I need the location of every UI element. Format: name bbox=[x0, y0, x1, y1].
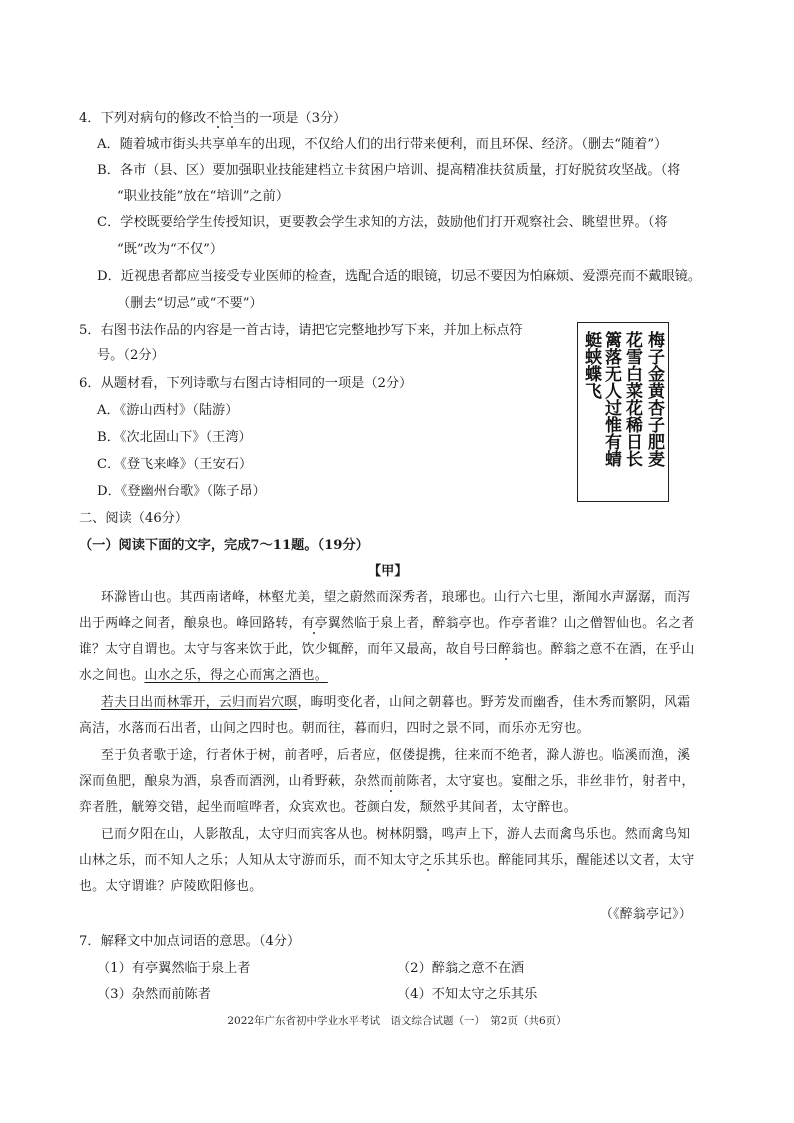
emphasis-dot bbox=[313, 632, 315, 634]
passage-p3-line1: 至于负者歌于途，行者休于树，前者呼，后者应，伛偻提携，往来而不绝者，滁人游也。临溪而渔，溪 bbox=[101, 748, 691, 763]
calligraphy-column-3: 篱落无人过惟有蜻 bbox=[601, 331, 621, 467]
emphasis-dot bbox=[390, 790, 392, 792]
emphasis-dot bbox=[231, 126, 233, 128]
passage-p1-line1: 环滁皆山也。其西南诸峰，林壑尤美，望之蔚然而深秀者，琅琊也。山行六七里，渐闻水声潺潺，而泻 bbox=[101, 590, 691, 605]
passage-p1-line2: 出于两峰之间者，酿泉也。峰回路转，有亭翼然临于泉上者，醉翁亭也。作亭者谁？山之僧智仙也。名之者 bbox=[79, 616, 695, 631]
passage-p2-line1 bbox=[101, 694, 690, 712]
q4-option-a: A．随着城市街头共享单车的出现，不仅给人们的出行带来便利，而且环保、经济。（删去“随着”） bbox=[97, 137, 668, 152]
passage-p2-line2: 高洁，水落而石出者，山间之四时也。朝而往，暮而归，四时之景不同，而乐亦无穷也。 bbox=[79, 721, 590, 736]
section2-part1-heading: （一）阅读下面的文字，完成7～11题。（19分） bbox=[79, 538, 369, 553]
q6-option-a: A．《游山西村》（陆游） bbox=[97, 403, 239, 418]
q7-item-4: （4）不知太守之乐其乐 bbox=[397, 987, 538, 1002]
underlined-sentence-1: 山水之乐，得之心而寓之酒也。 bbox=[144, 668, 328, 683]
q6-option-d: D．《登幽州台歌》（陈子昂） bbox=[97, 484, 266, 499]
calligraphy-column-1: 梅子金黄杏子肥麦 bbox=[644, 331, 664, 467]
q7-item-3: （3）杂然而前陈者 bbox=[97, 987, 211, 1002]
q4-option-d-line1: D．近视患者都应当接受专业医师的检查，选配合适的眼镜，切忌不要因为怕麻烦、爱漂亮而不戴眼镜。 bbox=[97, 269, 702, 284]
passage-p1-line4-start: 水之间也。 bbox=[79, 668, 145, 683]
emphasis-dot bbox=[427, 869, 429, 871]
calligraphy-box bbox=[577, 322, 669, 502]
q7-stem: 7．解释文中加点词语的意思。（4分） bbox=[79, 934, 301, 949]
passage-p1-line4 bbox=[79, 667, 328, 685]
calligraphy-column-2: 花雪白菜花稀日长 bbox=[622, 331, 642, 467]
q5-line1: 5．右图书法作品的内容是一首古诗，请把它完整地抄写下来，并加上标点符 bbox=[79, 323, 523, 338]
passage-p4-line1: 已而夕阳在山，人影散乱，太守归而宾客从也。树林阴翳，鸣声上下，游人去而禽鸟乐也。然而禽鸟知 bbox=[101, 827, 691, 842]
q7-item-1: （1）有亭翼然临于泉上者 bbox=[97, 961, 251, 976]
q4-stem: 4．下列对病句的修改不恰当的一项是（3分） bbox=[79, 111, 347, 126]
section2-title: 二、阅读（46分） bbox=[79, 511, 189, 526]
passage-p3-line3: 弈者胜，觥筹交错，起坐而喧哗者，众宾欢也。苍颜白发，颓然乎其间者，太守醉也。 bbox=[79, 800, 577, 815]
calligraphy-column-4: 蜓蛱蝶飞 bbox=[581, 331, 601, 399]
q4-option-b-line1: B．各市（县、区）要加强职业技能建档立卡贫困户培训、提高精准扶贫质量，打好脱贫攻坚战。（将 bbox=[97, 163, 681, 178]
page-footer: 2022年广东省初中学业水平考试 语文综合试题（一） 第2页（共6页） bbox=[227, 1015, 567, 1027]
emphasis-dot bbox=[217, 126, 219, 128]
passage-source: （《醉翁亭记》） bbox=[600, 907, 692, 922]
q4-option-b-line2: “职业技能”放在“培训”之前） bbox=[117, 189, 290, 204]
q4-option-d-line2: （删去“切忌”或“不要”） bbox=[117, 296, 263, 311]
q4-option-c-line2: “既”改为“不仅”） bbox=[117, 242, 224, 257]
q6-option-b: B．《次北固山下》（王湾） bbox=[97, 430, 252, 445]
passage-p4-line2: 山林之乐，而不知人之乐；人知从太守游而乐，而不知太守之乐其乐也。醉能同其乐，醒能述以文者，太守 bbox=[79, 853, 695, 868]
passage-p4-line3: 也。太守谓谁？庐陵欧阳修也。 bbox=[79, 879, 263, 894]
q6-option-c: C．《登飞来峰》（王安石） bbox=[97, 457, 253, 472]
q6-stem: 6．从题材看，下列诗歌与右图古诗相同的一项是（2分） bbox=[79, 376, 413, 391]
underlined-sentence-2: 若夫日出而林霏开，云归而岩穴暝 bbox=[101, 695, 298, 710]
passage-label: 【甲】 bbox=[368, 564, 408, 579]
q5-line2: 号。（2分） bbox=[97, 348, 165, 363]
emphasis-dot bbox=[505, 658, 507, 660]
passage-p3-line2: 深而鱼肥，酿泉为酒，泉香而酒洌，山肴野蔌，杂然而前陈者，太守宴也。宴酣之乐，非丝非竹，射者中， bbox=[79, 774, 695, 789]
q4-option-c-line1: C．学校既要给学生传授知识，更要教会学生求知的方法，鼓励他们打开观察社会、眺望世界。（将 bbox=[97, 215, 668, 230]
q7-item-2: （2）醉翁之意不在酒 bbox=[397, 961, 525, 976]
passage-p2-line1-rest: ，晦明变化者，山间之朝暮也。野芳发而幽香，佳木秀而繁阴，风霜 bbox=[297, 695, 691, 710]
passage-p1-line3: 谁？太守自谓也。太守与客来饮于此，饮少辄醉，而年又最高，故自号曰醉翁也。醉翁之意不在酒，在乎山 bbox=[79, 642, 695, 657]
